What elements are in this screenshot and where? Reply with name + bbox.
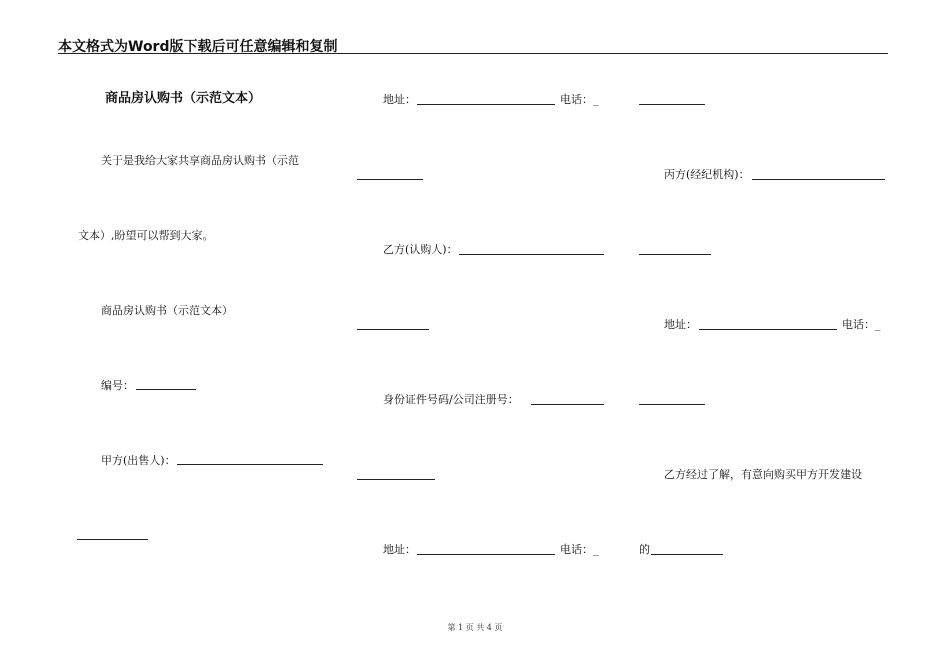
col3-blank-2 — [639, 254, 711, 255]
party-c-label: 丙方(经纪机构)： — [664, 168, 750, 181]
id-number-label: 身份证件号码/公司注册号： — [383, 393, 519, 406]
address-label-1: 地址： — [383, 93, 416, 106]
document-header: 本文格式为Word版下载后可任意编辑和复制 — [58, 39, 338, 55]
purchase-intent-statement: 乙方经过了解，有意向购买甲方开发建设 — [664, 468, 862, 481]
address-blank-2 — [417, 554, 555, 555]
address-blank-1 — [417, 104, 555, 105]
address-label-2: 地址： — [383, 543, 416, 556]
phone-label-2: 电话：_ — [560, 543, 599, 556]
party-c-phone-label: 电话：_ — [842, 318, 881, 331]
number-blank — [136, 389, 196, 390]
col3-blank-1 — [639, 104, 705, 105]
party-a-blank — [177, 464, 323, 465]
document-title: 商品房认购书（示范文本） — [105, 91, 262, 106]
header-divider — [58, 53, 888, 54]
party-b-label: 乙方(认购人)： — [383, 243, 458, 256]
party-c-address-label: 地址： — [664, 318, 697, 331]
id-number-blank — [531, 404, 604, 405]
phone-blank-1 — [357, 179, 423, 180]
party-b-blank — [459, 254, 604, 255]
party-a-blank-continued — [77, 539, 148, 540]
of-label: 的 — [639, 543, 650, 556]
party-b-blank-continued — [357, 329, 429, 330]
property-name-blank — [651, 554, 723, 555]
phone-label-1: 电话：_ — [560, 93, 599, 106]
id-number-blank-continued — [357, 479, 435, 480]
number-label: 编号： — [101, 379, 134, 392]
page-number: 第 1 页 共 4 页 — [447, 623, 503, 632]
intro-text-line1: 关于是我给大家共享商品房认购书（示范 — [101, 154, 299, 167]
party-a-label: 甲方(出售人)： — [101, 454, 176, 467]
col3-blank-3 — [639, 404, 705, 405]
intro-text-line2: 文本）,盼望可以帮到大家。 — [78, 229, 214, 242]
party-c-address-blank — [699, 329, 837, 330]
subtitle: 商品房认购书（示范文本） — [101, 304, 233, 317]
party-c-blank — [752, 179, 885, 180]
